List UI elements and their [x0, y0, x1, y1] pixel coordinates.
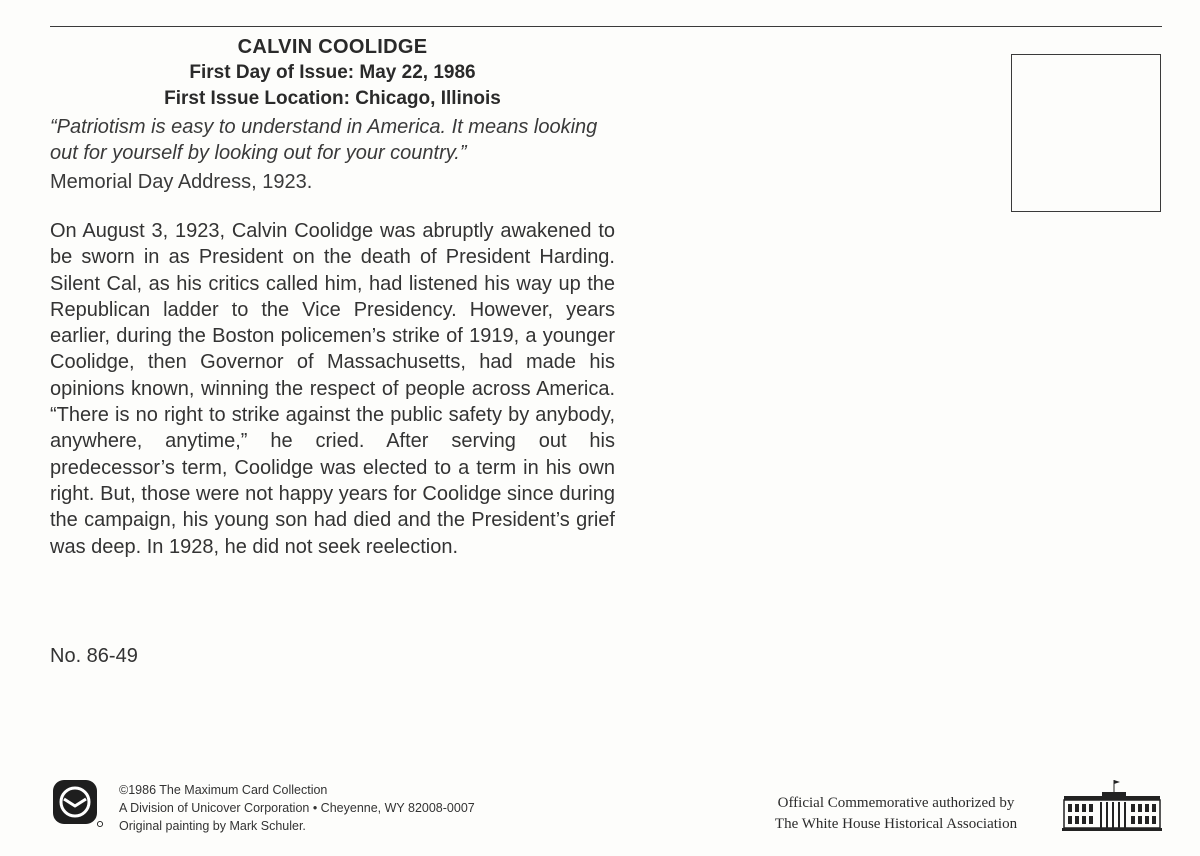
- copyright-line: ©1986 The Maximum Card Collection: [119, 783, 328, 797]
- card-title: CALVIN COOLIDGE: [237, 36, 428, 58]
- white-house-icon: [1062, 778, 1162, 832]
- quote: “Patriotism is easy to understand in America. It means looking out for yourself by looking out for your country.”: [50, 116, 598, 164]
- card-header: [50, 34, 615, 112]
- authorization-line-2: The White House Historical Association: [774, 816, 1018, 832]
- publisher-info: [119, 781, 475, 835]
- first-issue-location: First Issue Location: Chicago, Illinois: [164, 88, 501, 109]
- division-line: A Division of Unicover Corporation • Cheyenne, WY 82008-0007: [119, 801, 475, 815]
- first-day-of-issue: First Day of Issue: May 22, 1986: [189, 62, 476, 83]
- biography-paragraph: On August 3, 1923, Calvin Coolidge was abruptly awakened to be sworn in as President on the death of President Harding. Silent Cal, as his critics called him, had listened his way up the Republican ladder to the Vice Presidency. However, years earlier, during the Boston policemen’s strike of 1919, a younger Coolidge, then Governor of Massachusetts, had made his opinions known, winning the respect of people across America. “There is no right to strike against the public safety by anybody, anywhere, anytime,” he cried. After serving out his predecessor’s term, Coolidge was elected to a term in his own right. But, those were not happy years for Coolidge since during the campaign, his young son had died and the President’s grief was deep. In 1928, he did not seek reelection.: [50, 220, 615, 558]
- authorization-line-1: Official Commemorative authorized by: [777, 795, 1015, 811]
- quote-source: Memorial Day Address, 1923.: [50, 171, 313, 193]
- stamp-placement-box: [1011, 54, 1161, 212]
- unicover-logo-icon: [52, 779, 104, 829]
- authorization-statement: [740, 793, 1052, 835]
- top-divider: [50, 26, 1162, 27]
- catalog-number: No. 86-49: [50, 645, 138, 667]
- painting-credit: Original painting by Mark Schuler.: [119, 819, 306, 833]
